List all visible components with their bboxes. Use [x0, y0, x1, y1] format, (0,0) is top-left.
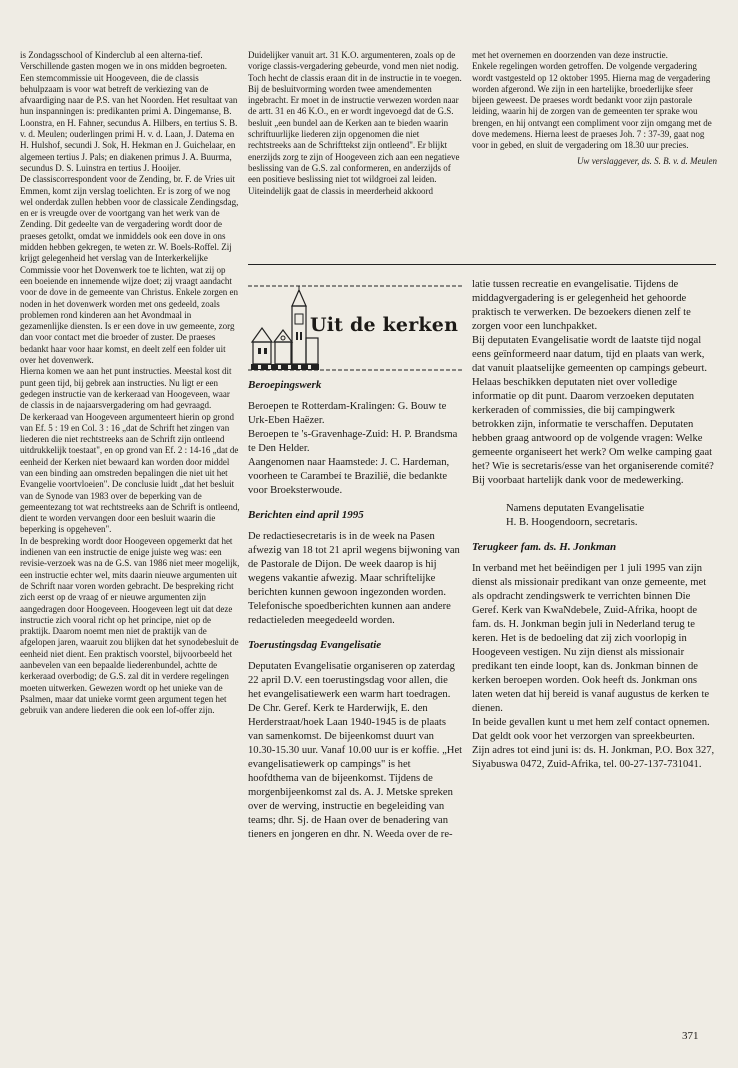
heading-terugkeer: Terugkeer fam. ds. H. Jonkman [472, 541, 617, 553]
column-2 [248, 378, 463, 842]
report-signature: Uw verslaggever, ds. S. B. v. d. Meulen [576, 155, 717, 166]
paragraph: latie tussen recreatie en evangelisatie. Tijdens de middagvergadering is er gelegenheid het gehoorde praktisch te verwerken. De bezoekers dienen zelf te zorgen voor een lunchpakket. [472, 279, 691, 332]
paragraph: Aangenomen naar Haamstede: J. C. Hardeman, voorheen te Carambeí te Brazilië, die bedankte voor Broeksterwoude. [248, 457, 450, 496]
paragraph: Beroepen te Rotterdam-Kralingen: G. Bouw te Urk-Eben Haëzer. [248, 401, 447, 426]
column-3-top [472, 50, 717, 167]
column-1 [20, 50, 240, 717]
paragraph: De classiscorrespondent voor de Zending, br. F. de Vries uit Emmen, komt zijn verslag toelichten. Er is zorg of we nog wel onderdak zullen hebben voor de classicale Zendingsdag, en er is vreugde over de voortgang van het werk van de Zending. Dit gedeelte van de vergadering wordt door de praeses getolkt, omdat we inmiddels ook een dove in ons midden hebben gekregen, te weten zr. W. Boels-Roffel. Zij krijgt gelegenheid het verslag van de Interkerkelijke Commissie voor het Dovenwerk toe te lichten, wat zij op een boeiende en innemende wijze doet; zij vraagt aandacht voor de dove in de gemeente van Christus. Enkele zorgen en noden in het dovenwerk worden met ons gedeeld, zoals problemen rond kinderen aan het Avondmaal in gezamenlijke diensten. Is er een dove in uw gemeente, zorg dan voor contact met die broeder of zuster. De praeses bedankt haar voor haar komst, en deelt zelf een folder uit over het dovenwerk. [20, 174, 239, 366]
heading-berichten: Berichten eind april 1995 [248, 509, 364, 521]
signature-line: Namens deputaten Evangelisatie [506, 503, 645, 514]
paragraph: Deputaten Evangelisatie organiseren op zaterdag 22 april D.V. een toerustingsdag voor allen, die het evangelisatiewerk een warm hart toedragen. De Chr. Geref. Kerk te Harderwijk, E. den Herderstraat/hoek Laan 1940-1945 is de plaats van samenkomst. De bijeenkomst duurt van 10.30-15.30 uur. Vanaf 10.00 uur is er koffie. „Het evangelisatiewerk op campings" is het hoofdthema van de bijeenkomst. Tijdens de morgenbijeenkomst zal ds. A. J. Metske spreken over de werving, instructie en begeleiding van teams; dhr. Sj. de Haan over de benadering van tieners en jongeren en dhr. N. Weeda over de re- [248, 661, 463, 840]
paragraph: Zijn adres tot eind juni is: ds. H. Jonkman, P.O. Box 327, Siyabuswa 0472, Zuid-Afrika, tel. 00-27-137-731041. [472, 745, 715, 770]
heading-toerustingsdag: Toerustingsdag Evangelisatie [248, 639, 382, 651]
paragraph: Duidelijker vanuit art. 31 K.O. argumenteren, zoals op de vorige classis-vergadering gebeurde, vond men niet nodig. Toch hecht de classis eraan dit in de instructie in te voegen. [248, 50, 462, 83]
paragraph: Hierna komen we aan het punt instructies. Meestal kost dit punt geen tijd, bij gebrek aan instructies. Nu ligt er een gedegen instructie van de kerkeraad van Hoogeveen, waar de classis in de najaarsvergadering om had gevraagd. [20, 366, 232, 411]
paragraph: In verband met het beëindigen per 1 juli 1995 van zijn dienst als missionair predikant van onze gemeente, met als opdracht zendingswerk te verrichten binnen Die Geref. Kerk van KwaNdebele, Zuid-Afrika, hoopt de fam. ds. H. Jonkman begin juli in Nederland terug te keren. Het is de bedoeling dat zij zich voorlopig in Hoogeveen vestigen. Nu zijn dienst als missionair predikant ten einde loopt, kan ds. Jonkman binnen de kerken beroepen worden. Ook heeft ds. Jonkman ons laten weten dat hij bereid is vanaf augustus de kerken te dienen. [472, 563, 710, 714]
deputaten-signature [506, 502, 717, 530]
paragraph: Bij de besluitvorming worden twee amendementen ingebracht. Er moet in de instructie verwezen worden naar de artt. 31 en 46 K.O., en er wordt ingevoegd dat de G.S. besluit „een bundel aan de Kerken aan te bieden waarin schriftuurlijke liederen zijn opgenomen die niet rechtstreeks aan de Schrifttekst zijn ontleend". Er blijkt enerzijds zorg te zijn of Hoogeveen zich aan een negatieve beslissing van de G.S. zal conformeren, en anderzijds of een positieve beslissing niet tot wildgroei zal leiden. Uiteindelijk gaat de classis in meerderheid akkoord [248, 83, 460, 196]
paragraph: De kerkeraad van Hoogeveen argumenteert hierin op grond van Ef. 5 : 19 en Col. 3 : 16 „dat de Schrift het zingen van liederen die niet rechtstreeks aan de Schrift zijn ontleend uitdrukkelijk toestaat", en op grond van Ef. 2 : 14-16 „dat de eenheid der Kerken niet bewaard kan worden door middel van een binding aan omstreden bepalingen die niet uit het Evangelie voortvloeien". De conclusie luidt „dat het besluit van de Synode van 1983 over de beperking van de gemeentezang tot wat rechtstreeks aan de Schrift is ontleend, dient te worden vervangen door een besluit waarin die beperking is opgeheven". [20, 411, 240, 535]
page-number: 371 [682, 1030, 699, 1042]
column-2-top [248, 50, 463, 197]
banner-title: Uit de kerken [310, 314, 459, 336]
paragraph: met het overnemen en doorzenden van deze instructie. [472, 50, 668, 60]
paragraph: is Zondagsschool of Kinderclub al een alterna-tief. [20, 50, 203, 60]
heading-beroepingswerk: Beroepingswerk [248, 379, 322, 391]
paragraph: In de bespreking wordt door Hoogeveen opgemerkt dat het indienen van een instructie de enige juiste weg was: een revisie-verzoek was na de G.S. van 1986 niet meer mogelijk, een instructie echter wel, mits daarin nieuwe argumenten uit de Schrift naar voren worden gebracht. De bespreking richt zich eerst op de vraag of er nieuwe argumenten zijn aangedragen door Hoogeveen. Hoogeveen legt uit dat deze instructie zich vooral richt op het principe, niet op de praktijk. Daarom noemt men niet de praktijk van de afgelopen jaren, waaruit zou blijken dat het synodebesluit de eenheid niet dient. Een praktisch voorstel, bijvoorbeeld het aanbevelen van een bepaalde liederenbundel, achtte de kerkeraad overbodig; de G.S. zal dit in verdere regelingen moeten uitwerken. Gewezen wordt op het unieke van de Psalmen, maar dat unieke vormt geen argument tegen het gebruik van andere liederen die ook een lof-offer zijn. [20, 535, 240, 716]
paragraph: In beide gevallen kunt u met hem zelf contact opnemen. Dat geldt ook voor het verzorgen van spreekbeurten. [472, 717, 710, 742]
paragraph: Bij deputaten Evangelisatie wordt de laatste tijd nogal eens geïnformeerd naar datum, tijd en plaats van werk, dat vanuit plaatselijke gemeenten op campings gebeurt. Helaas beschikken deputaten niet over volledige informatie op dit punt. Daarom verzoeken deputaten kerkeraden of commissies, die bij campingwerk betrokken zijn, informatie te verschaffen. Deputaten hebben graag antwoord op de volgende vragen: Welke gemeente organiseert het werk? Om welke camping gaat het? Wie is secretaris/esse van het organiserende comité? Bij voorbaat hartelijk dank voor de medewerking. [472, 335, 714, 486]
paragraph: De redactiesecretaris is in de week na Pasen afwezig van 18 tot 21 april wegens bijwoning van de Pastorale de Dijon. De week daarop is hij wegens vakantie afwezig. Maar schriftelijke berichten kunnen gewoon ingezonden worden. Telefonische spoedberichten kunnen aan andere redactieleden meegedeeld worden. [248, 531, 460, 626]
signature-line: H. B. Hoogendoorn, secretaris. [506, 517, 638, 528]
paragraph: Beroepen te 's-Gravenhage-Zuid: H. P. Brandsma te Den Helder. [248, 429, 458, 454]
paragraph: Enkele regelingen worden getroffen. De volgende vergadering wordt vastgesteld op 12 oktober 1995. Hierna mag de vergadering worden afgerond. We zijn in een hartelijke, broederlijke sfeer bijeen geweest. De praeses wordt bedankt voor zijn pastorale leiding, waarin hij de zorgen van de gemeenten ter sprake wou brengen, en hij ontvangt een compliment voor zijn omgang met de dove medemens. Hierna leest de praeses Joh. 7 : 37-39, gaat nog voor in gebed, en sluit de vergadering om 18.30 uur precies. [472, 61, 712, 151]
uit-de-kerken-banner [248, 284, 463, 374]
section-divider [248, 264, 716, 265]
paragraph: Verschillende gasten mogen we in ons midden begroeten. Een stemcommissie uit Hoogeveen, die de classis behulpzaam is voor wat betreft de verkiezing van de afvaardiging naar de P.S. van het Noorden. Het resultaat van hun inspanningen is: predikanten primi A. Dingemanse, B. Loonstra, en H. Fahner, secundus A. Hilbers, en tertius S. B. v. d. Meulen; ouderlingen primi H. v. d. Laan, J. Datema en H. Hulshof, secundi J. Sok, H. Hekman en J. Guichelaar, en algemeen tertius J. Pals; en diakenen primus J. A. Buurma, secundus D. S. Luinstra en tertius J. Hooijer. [20, 61, 238, 173]
column-3 [472, 278, 717, 772]
